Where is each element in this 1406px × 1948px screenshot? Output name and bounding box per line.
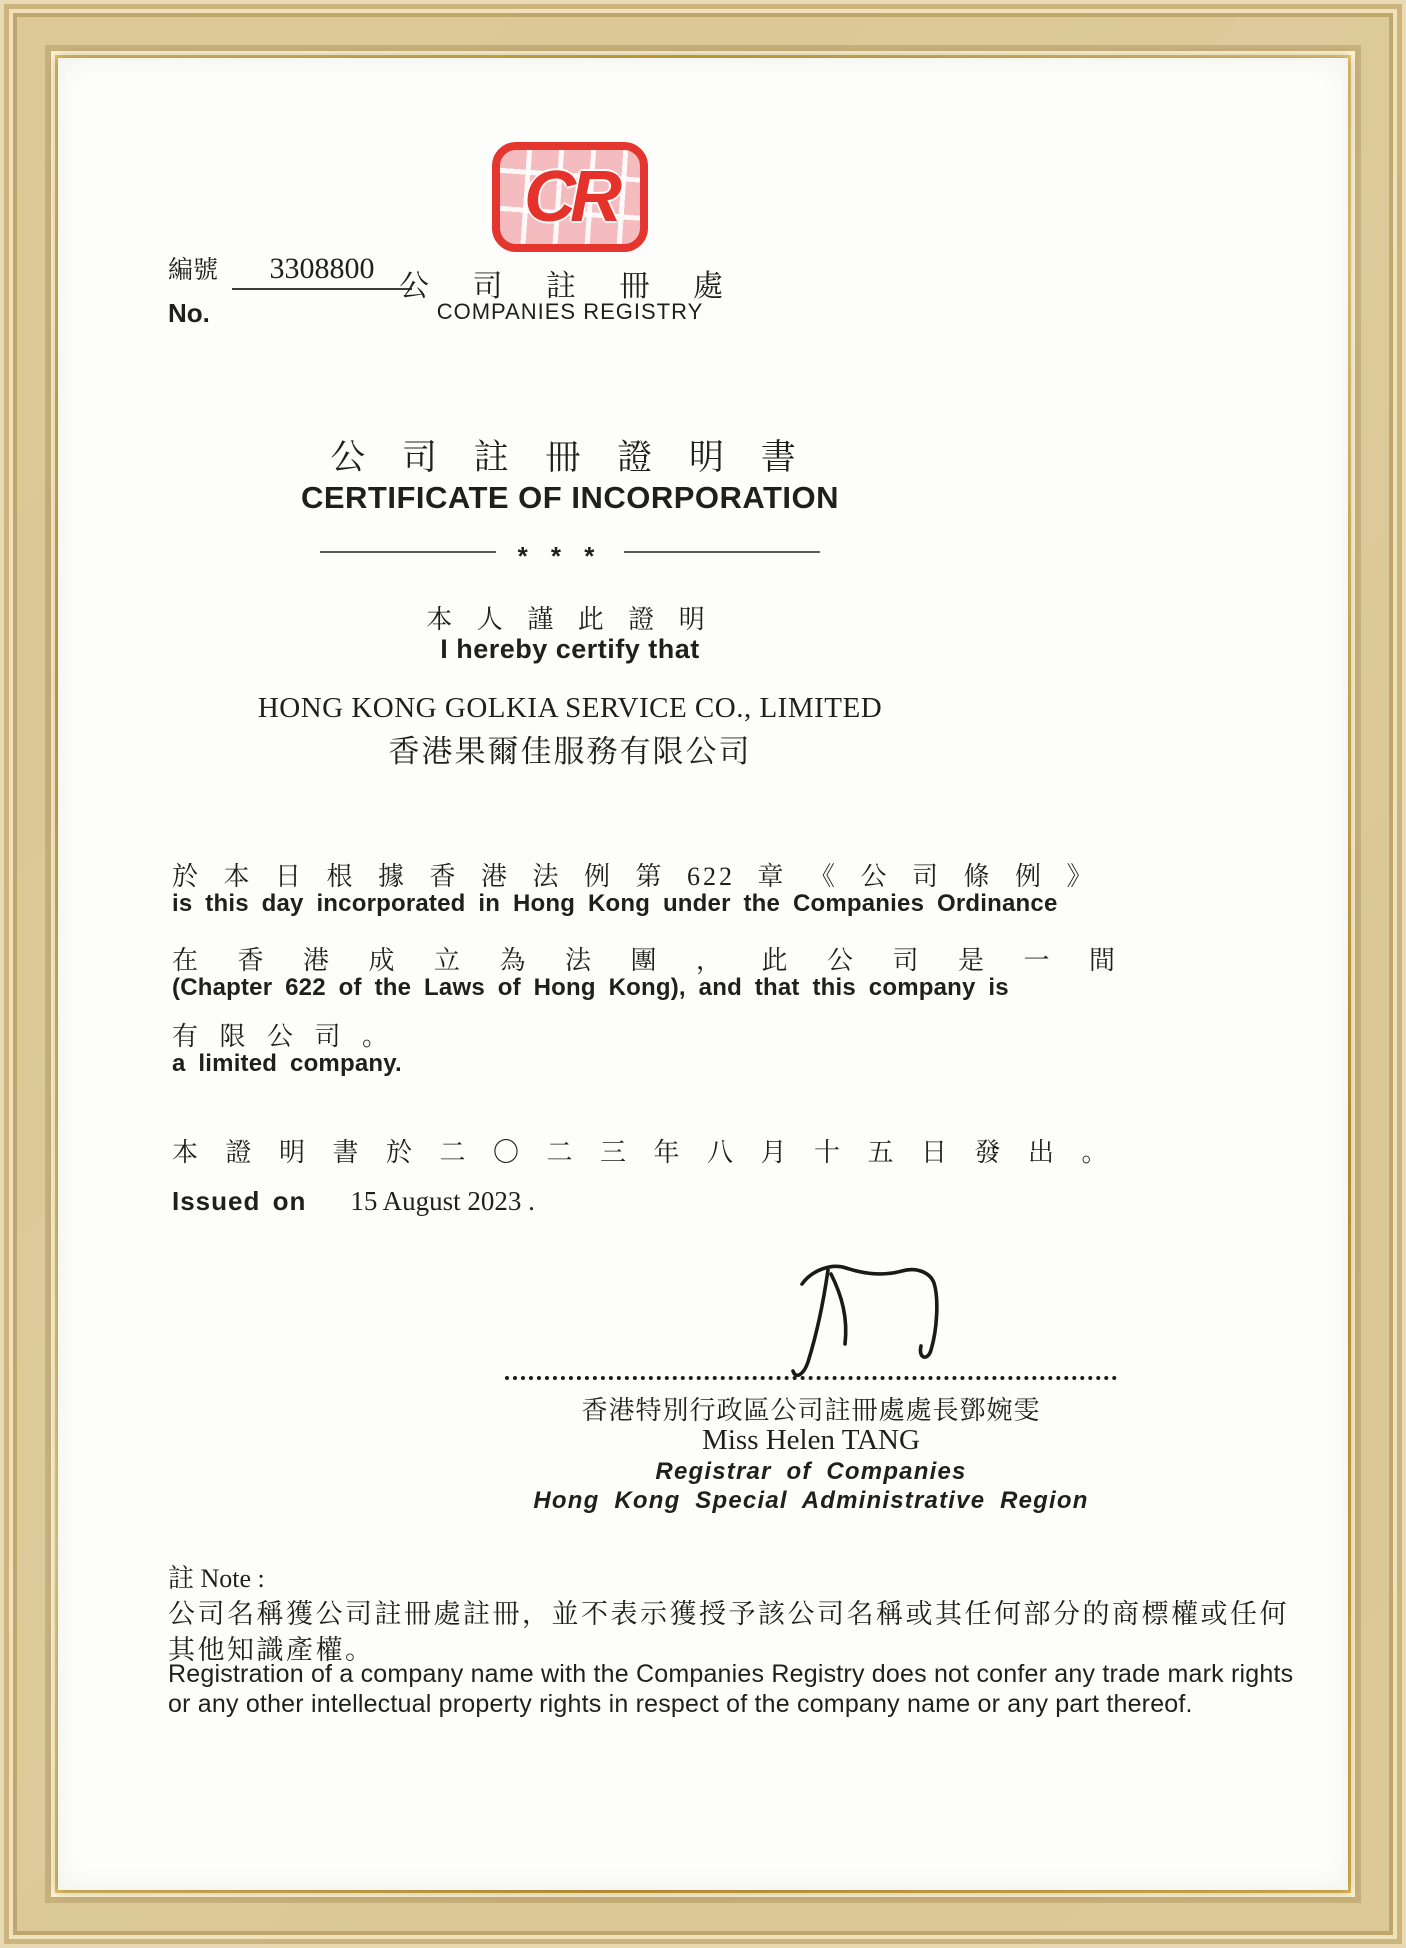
star-divider (58, 536, 1082, 571)
body-para1-en: is this day incorporated in Hong Kong under the Companies Ordinance (172, 890, 1058, 917)
note-cn-line2: 其他知識產權。 (168, 1635, 375, 1665)
note-label: 註 Note : (168, 1564, 265, 1593)
registry-name-cn: 公 司 註 冊 處 (399, 270, 741, 303)
divider-line-right (624, 551, 820, 553)
registry-name-en: COMPANIES REGISTRY (436, 299, 704, 324)
body-para3-cn: 有 限 公 司 。 (172, 1022, 392, 1051)
body-para2-en: (Chapter 622 of the Laws of Hong Kong), and that this company is (172, 974, 1009, 1001)
divider-stars: * * * (517, 541, 603, 571)
company-name-en: HONG KONG GOLKIA SERVICE CO., LIMITED (257, 692, 883, 724)
issue-date-value: 15 August 2023 . (350, 1186, 535, 1216)
note-en-line2: or any other intellectual property rights in respect of the company name or any part thereof. (168, 1690, 1193, 1718)
registrar-signature (784, 1254, 994, 1394)
registrar-title-en-line1: Registrar of Companies (655, 1458, 967, 1485)
registry-logo-block (58, 142, 1082, 252)
companies-registry-logo (492, 142, 648, 252)
certificate-sheet (58, 58, 1348, 1890)
issue-date-row (172, 1186, 1272, 1217)
divider-line-left (320, 551, 496, 553)
certify-statement-en: I hereby certify that (440, 634, 700, 664)
number-label-en: No. (168, 298, 210, 328)
signature-dotted-line (505, 1376, 1117, 1380)
certificate-title-cn: 公 司 註 冊 證 明 書 (330, 438, 810, 477)
cr-logo-text: CR (524, 157, 616, 237)
registrar-title-en-line2: Hong Kong Special Administrative Region (533, 1487, 1089, 1514)
issue-date-cn: 本 證 明 書 於 二 〇 二 三 年 八 月 十 五 日 發 出 。 (172, 1138, 1111, 1167)
body-para1-cn: 於 本 日 根 據 香 港 法 例 第 622 章 《 公 司 條 例 》 (172, 862, 1096, 891)
body-para2-cn: 在 香 港 成 立 為 法 團 ， 此 公 司 是 一 間 (172, 946, 1119, 975)
registrar-title-cn: 香港特別行政區公司註冊處處長鄧婉雯 (581, 1396, 1041, 1425)
issued-on-label: Issued on (172, 1186, 307, 1216)
certify-statement-cn: 本 人 謹 此 證 明 (426, 605, 714, 634)
note-en-line1: Registration of a company name with the Companies Registry does not confer any trade mark rights (168, 1660, 1294, 1688)
certificate-number: 3308800 (232, 252, 412, 290)
certificate-title-en: CERTIFICATE OF INCORPORATION (300, 480, 840, 515)
note-cn-line1: 公司名稱獲公司註冊處註冊，並不表示獲授予該公司名稱或其任何部分的商標權或任何 (168, 1599, 1289, 1629)
signer-name: Miss Helen TANG (702, 1424, 920, 1456)
company-name-cn: 香港果爾佳服務有限公司 (388, 734, 752, 769)
number-label-cn: 編號 (168, 257, 219, 284)
body-para3-en: a limited company. (172, 1050, 402, 1077)
